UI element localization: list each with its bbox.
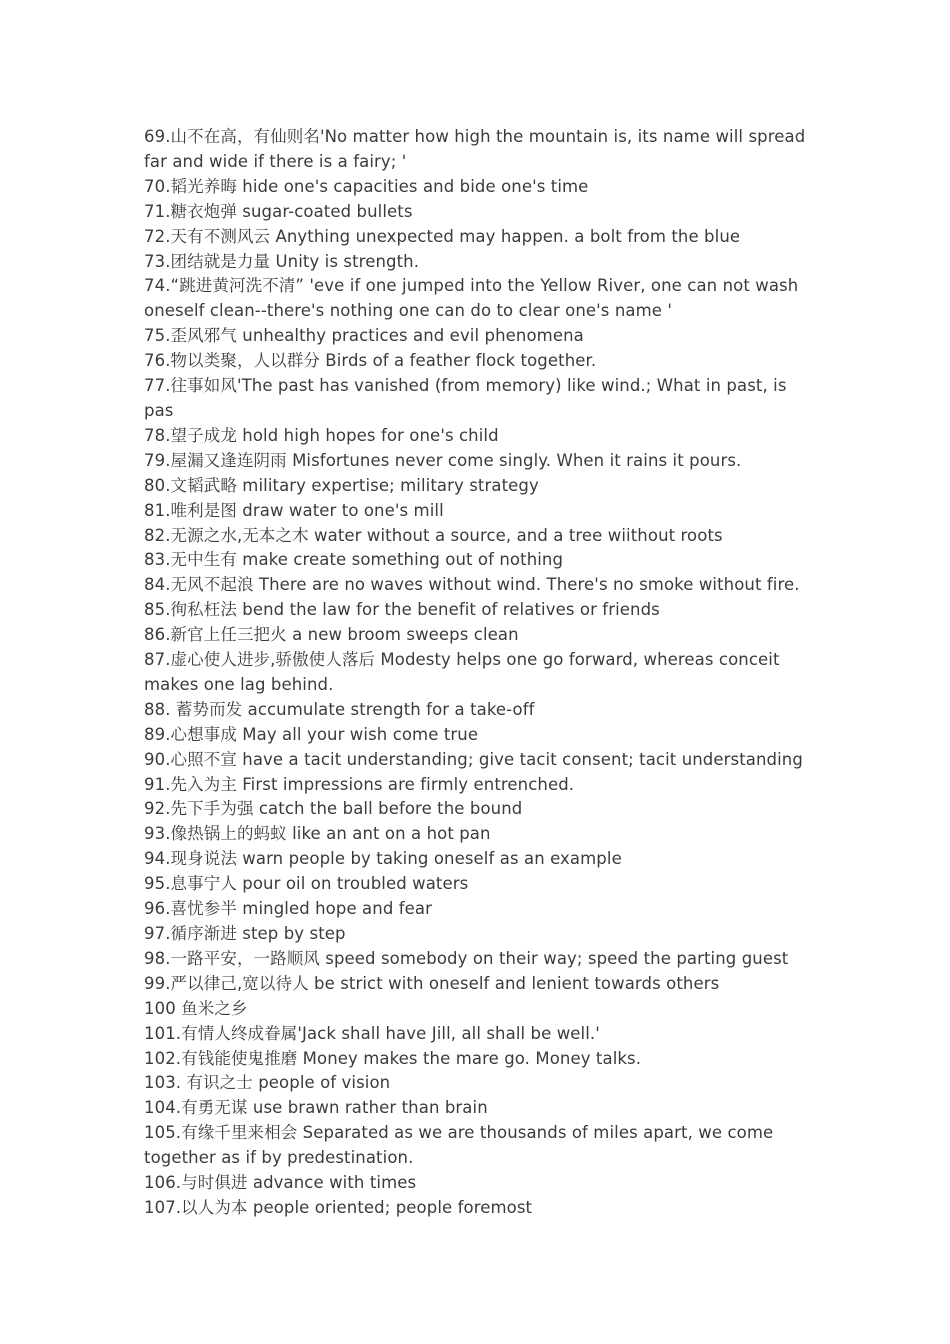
list-item: 101.有情人终成眷属'Jack shall have Jill, all shall be well.' [144,1023,600,1043]
list-item: 107.以人为本 people oriented; people foremost [144,1197,533,1217]
list-item: 103. 有识之士 people of vision [144,1073,391,1093]
list-item: 92.先下手为强 catch the ball before the bound [144,799,523,819]
list-item: 93.像热锅上的蚂蚁 like an ant on a hot pan [144,824,491,844]
list-item: 98.一路平安，一路顺风 speed somebody on their way; speed the parting guest [144,948,789,968]
list-item: 89.心想事成 May all your wish come true [144,724,479,744]
list-item: 95.息事宁人 pour oil on troubled waters [144,874,469,894]
list-item: 77.往事如风'The past has vanished (from memory) like wind.; What in past, is pas [144,376,787,420]
list-item: 106.与时俱进 advance with times [144,1173,417,1193]
list-item: 85.徇私枉法 bend the law for the benefit of relatives or friends [144,600,660,620]
list-item: 97.循序渐进 step by step [144,924,346,943]
list-item: 96.喜忧参半 mingled hope and fear [144,899,432,919]
list-item: 73.团结就是力量 Unity is strength. [144,251,420,271]
list-item: 70.韬光养晦 hide one's capacities and bide one's time [144,176,589,196]
list-item: 81.唯利是图 draw water to one's mill [144,500,444,520]
list-item: 90.心照不宣 have a tacit understanding; give tacit consent; tacit understanding [144,749,803,769]
list-item: 82.无源之水,无本之木 water without a source, and a tree wiithout roots [144,525,723,545]
list-item: 100 鱼米之乡 [144,998,248,1018]
list-item: 104.有勇无谋 use brawn rather than brain [144,1098,488,1118]
list-item: 87.虚心使人进步,骄傲使人落后 Modesty helps one go forward, whereas conceit makes one lag behind. [144,650,780,694]
list-item: 78.望子成龙 hold high hopes for one's child [144,425,499,445]
list-item: 76.物以类聚，人以群分 Birds of a feather flock together. [144,351,597,371]
list-item: 80.文韬武略 military expertise; military strategy [144,475,539,495]
list-item: 88. 蓄势而发 accumulate strength for a take-off [144,699,535,719]
list-item: 102.有钱能使鬼推磨 Money makes the mare go. Money talks. [144,1048,642,1068]
list-item: 69.山不在高，有仙则名'No matter how high the mountain is, its name will spread far and wide if there is a fairy; ' [144,127,806,171]
list-item: 83.无中生有 make create something out of nothing [144,550,564,570]
list-item: 79.屋漏又逢连阴雨 Misfortunes never come singly. When it rains it pours. [144,450,742,470]
list-item: 71.糖衣炮弹 sugar-coated bullets [144,201,413,221]
list-item: 72.天有不测风云 Anything unexpected may happen. a bolt from the blue [144,226,741,246]
list-item: 84.无风不起浪 There are no waves without wind. There's no smoke without fire. [144,575,800,595]
list-item: 94.现身说法 warn people by taking oneself as an example [144,849,622,869]
list-item: 91.先入为主 First impressions are firmly entrenched. [144,774,575,794]
list-item: 105.有缘千里来相会 Separated as we are thousands of miles apart, we come together as if by predestination. [144,1123,774,1168]
list-item: 99.严以律己,宽以待人 be strict with oneself and lenient towards others [144,973,720,993]
list-item: 74.“跳进黄河洗不清” 'eve if one jumped into the Yellow River, one can not wash oneself clean--there's nothing one can do to clear one's name ' [144,276,799,321]
idiom-list [144,125,814,1221]
list-item: 75.歪风邪气 unhealthy practices and evil phenomena [144,326,584,346]
list-item: 86.新官上任三把火 a new broom sweeps clean [144,625,519,645]
